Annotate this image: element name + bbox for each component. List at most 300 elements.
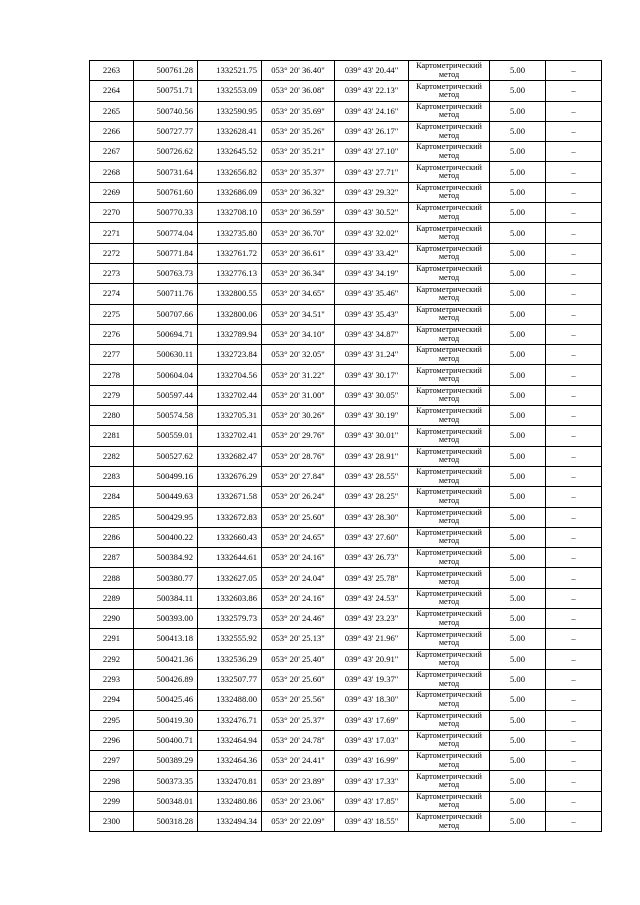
accuracy-cell: 5.00	[490, 690, 546, 710]
table-row	[90, 284, 602, 304]
longitude-cell: 039° 43' 26.73"	[335, 548, 409, 568]
point-number-cell: 2273	[90, 263, 134, 283]
latitude-cell: 053° 20' 25.56"	[262, 690, 335, 710]
coordinate-y-cell: 1332555.92	[198, 629, 262, 649]
longitude-cell: 039° 43' 30.52"	[335, 203, 409, 223]
coordinate-y-cell: 1332800.06	[198, 304, 262, 324]
coordinate-y-cell: 1332488.00	[198, 690, 262, 710]
accuracy-cell: 5.00	[490, 304, 546, 324]
longitude-cell: 039° 43' 19.37"	[335, 669, 409, 689]
point-number-cell: 2298	[90, 771, 134, 791]
point-number-cell: 2281	[90, 426, 134, 446]
accuracy-cell: 5.00	[490, 406, 546, 426]
coordinate-y-cell: 1332579.73	[198, 609, 262, 629]
longitude-cell: 039° 43' 35.46"	[335, 284, 409, 304]
coordinate-x-cell: 500318.28	[134, 811, 198, 831]
note-cell: –	[546, 649, 602, 669]
accuracy-cell: 5.00	[490, 426, 546, 446]
latitude-cell: 053° 20' 31.22"	[262, 365, 335, 385]
coordinate-y-cell: 1332645.52	[198, 142, 262, 162]
longitude-cell: 039° 43' 34.87"	[335, 324, 409, 344]
note-cell: –	[546, 345, 602, 365]
latitude-cell: 053° 20' 27.84"	[262, 466, 335, 486]
point-number-cell: 2299	[90, 791, 134, 811]
coordinate-x-cell: 500761.60	[134, 182, 198, 202]
point-number-cell: 2286	[90, 527, 134, 547]
accuracy-cell: 5.00	[490, 324, 546, 344]
latitude-cell: 053° 20' 25.37"	[262, 710, 335, 730]
note-cell: –	[546, 609, 602, 629]
note-cell: –	[546, 426, 602, 446]
latitude-cell: 053° 20' 24.65"	[262, 527, 335, 547]
coordinate-x-cell: 500559.01	[134, 426, 198, 446]
method-cell: Картометрический метод	[409, 466, 490, 486]
coordinate-x-cell: 500426.89	[134, 669, 198, 689]
note-cell: –	[546, 406, 602, 426]
note-cell: –	[546, 811, 602, 831]
note-cell: –	[546, 568, 602, 588]
longitude-cell: 039° 43' 21.96"	[335, 629, 409, 649]
longitude-cell: 039° 43' 31.24"	[335, 345, 409, 365]
method-cell: Картометрический метод	[409, 568, 490, 588]
point-number-cell: 2291	[90, 629, 134, 649]
table-row	[90, 771, 602, 791]
latitude-cell: 053° 20' 24.78"	[262, 730, 335, 750]
longitude-cell: 039° 43' 26.17"	[335, 121, 409, 141]
method-cell: Картометрический метод	[409, 365, 490, 385]
point-number-cell: 2300	[90, 811, 134, 831]
note-cell: –	[546, 629, 602, 649]
table-row	[90, 568, 602, 588]
accuracy-cell: 5.00	[490, 466, 546, 486]
coordinate-x-cell: 500413.18	[134, 629, 198, 649]
point-number-cell: 2272	[90, 243, 134, 263]
longitude-cell: 039° 43' 17.33"	[335, 771, 409, 791]
latitude-cell: 053° 20' 28.76"	[262, 446, 335, 466]
coordinate-y-cell: 1332590.95	[198, 101, 262, 121]
table-row	[90, 304, 602, 324]
coordinate-x-cell: 500694.71	[134, 324, 198, 344]
note-cell: –	[546, 365, 602, 385]
point-number-cell: 2271	[90, 223, 134, 243]
coordinate-y-cell: 1332702.44	[198, 385, 262, 405]
table-row	[90, 101, 602, 121]
longitude-cell: 039° 43' 30.19"	[335, 406, 409, 426]
latitude-cell: 053° 20' 36.61"	[262, 243, 335, 263]
method-cell: Картометрический метод	[409, 710, 490, 730]
coordinate-y-cell: 1332672.83	[198, 507, 262, 527]
accuracy-cell: 5.00	[490, 121, 546, 141]
coordinate-x-cell: 500774.04	[134, 223, 198, 243]
coordinate-y-cell: 1332553.09	[198, 81, 262, 101]
note-cell: –	[546, 162, 602, 182]
longitude-cell: 039° 43' 17.85"	[335, 791, 409, 811]
longitude-cell: 039° 43' 25.78"	[335, 568, 409, 588]
table-row	[90, 669, 602, 689]
table-row	[90, 791, 602, 811]
longitude-cell: 039° 43' 24.16"	[335, 101, 409, 121]
coordinate-x-cell: 500384.92	[134, 548, 198, 568]
table-row	[90, 446, 602, 466]
latitude-cell: 053° 20' 31.00"	[262, 385, 335, 405]
coordinate-x-cell: 500400.71	[134, 730, 198, 750]
longitude-cell: 039° 43' 16.99"	[335, 751, 409, 771]
point-number-cell: 2263	[90, 61, 134, 81]
latitude-cell: 053° 20' 26.24"	[262, 487, 335, 507]
latitude-cell: 053° 20' 25.60"	[262, 669, 335, 689]
point-number-cell: 2284	[90, 487, 134, 507]
table-row	[90, 81, 602, 101]
coordinate-x-cell: 500630.11	[134, 345, 198, 365]
coordinate-y-cell: 1332494.34	[198, 811, 262, 831]
accuracy-cell: 5.00	[490, 730, 546, 750]
table-row	[90, 730, 602, 750]
note-cell: –	[546, 710, 602, 730]
note-cell: –	[546, 81, 602, 101]
point-number-cell: 2275	[90, 304, 134, 324]
latitude-cell: 053° 20' 25.13"	[262, 629, 335, 649]
note-cell: –	[546, 182, 602, 202]
note-cell: –	[546, 385, 602, 405]
accuracy-cell: 5.00	[490, 629, 546, 649]
latitude-cell: 053° 20' 36.59"	[262, 203, 335, 223]
latitude-cell: 053° 20' 22.09"	[262, 811, 335, 831]
latitude-cell: 053° 20' 35.21"	[262, 142, 335, 162]
latitude-cell: 053° 20' 24.16"	[262, 588, 335, 608]
table-row	[90, 426, 602, 446]
note-cell: –	[546, 142, 602, 162]
accuracy-cell: 5.00	[490, 487, 546, 507]
table-row	[90, 121, 602, 141]
accuracy-cell: 5.00	[490, 527, 546, 547]
latitude-cell: 053° 20' 24.04"	[262, 568, 335, 588]
method-cell: Картометрический метод	[409, 121, 490, 141]
table-body	[90, 61, 602, 832]
coordinate-x-cell: 500771.84	[134, 243, 198, 263]
latitude-cell: 053° 20' 35.69"	[262, 101, 335, 121]
coordinate-y-cell: 1332464.36	[198, 751, 262, 771]
point-number-cell: 2283	[90, 466, 134, 486]
note-cell: –	[546, 243, 602, 263]
table-row	[90, 142, 602, 162]
table-row	[90, 811, 602, 831]
method-cell: Картометрический метод	[409, 385, 490, 405]
method-cell: Картометрический метод	[409, 771, 490, 791]
coordinate-x-cell: 500604.04	[134, 365, 198, 385]
method-cell: Картометрический метод	[409, 751, 490, 771]
coordinate-x-cell: 500425.46	[134, 690, 198, 710]
note-cell: –	[546, 101, 602, 121]
accuracy-cell: 5.00	[490, 649, 546, 669]
method-cell: Картометрический метод	[409, 243, 490, 263]
coordinate-y-cell: 1332708.10	[198, 203, 262, 223]
method-cell: Картометрический метод	[409, 649, 490, 669]
method-cell: Картометрический метод	[409, 507, 490, 527]
longitude-cell: 039° 43' 33.42"	[335, 243, 409, 263]
method-cell: Картометрический метод	[409, 609, 490, 629]
latitude-cell: 053° 20' 34.65"	[262, 284, 335, 304]
longitude-cell: 039° 43' 29.32"	[335, 182, 409, 202]
coordinate-x-cell: 500384.11	[134, 588, 198, 608]
note-cell: –	[546, 324, 602, 344]
coordinate-x-cell: 500429.95	[134, 507, 198, 527]
coordinate-y-cell: 1332686.09	[198, 182, 262, 202]
longitude-cell: 039° 43' 28.55"	[335, 466, 409, 486]
coordinate-x-cell: 500731.64	[134, 162, 198, 182]
point-number-cell: 2277	[90, 345, 134, 365]
note-cell: –	[546, 466, 602, 486]
accuracy-cell: 5.00	[490, 811, 546, 831]
latitude-cell: 053° 20' 30.26"	[262, 406, 335, 426]
accuracy-cell: 5.00	[490, 771, 546, 791]
accuracy-cell: 5.00	[490, 791, 546, 811]
coordinate-x-cell: 500763.73	[134, 263, 198, 283]
method-cell: Картометрический метод	[409, 588, 490, 608]
method-cell: Картометрический метод	[409, 629, 490, 649]
latitude-cell: 053° 20' 34.10"	[262, 324, 335, 344]
longitude-cell: 039° 43' 23.23"	[335, 609, 409, 629]
coordinate-x-cell: 500499.16	[134, 466, 198, 486]
method-cell: Картометрический метод	[409, 162, 490, 182]
latitude-cell: 053° 20' 23.89"	[262, 771, 335, 791]
table-row	[90, 345, 602, 365]
point-number-cell: 2267	[90, 142, 134, 162]
table-row	[90, 690, 602, 710]
longitude-cell: 039° 43' 20.44"	[335, 61, 409, 81]
accuracy-cell: 5.00	[490, 243, 546, 263]
latitude-cell: 053° 20' 34.51"	[262, 304, 335, 324]
longitude-cell: 039° 43' 27.10"	[335, 142, 409, 162]
latitude-cell: 053° 20' 23.06"	[262, 791, 335, 811]
latitude-cell: 053° 20' 29.76"	[262, 426, 335, 446]
longitude-cell: 039° 43' 30.17"	[335, 365, 409, 385]
note-cell: –	[546, 304, 602, 324]
coordinate-x-cell: 500421.36	[134, 649, 198, 669]
point-number-cell: 2297	[90, 751, 134, 771]
longitude-cell: 039° 43' 20.91"	[335, 649, 409, 669]
point-number-cell: 2265	[90, 101, 134, 121]
method-cell: Картометрический метод	[409, 527, 490, 547]
point-number-cell: 2276	[90, 324, 134, 344]
accuracy-cell: 5.00	[490, 568, 546, 588]
table-row	[90, 365, 602, 385]
note-cell: –	[546, 669, 602, 689]
coordinate-y-cell: 1332480.86	[198, 791, 262, 811]
table-row	[90, 223, 602, 243]
method-cell: Картометрический метод	[409, 548, 490, 568]
table-row	[90, 203, 602, 223]
coordinate-y-cell: 1332656.82	[198, 162, 262, 182]
point-number-cell: 2282	[90, 446, 134, 466]
longitude-cell: 039° 43' 34.19"	[335, 263, 409, 283]
coordinate-x-cell: 500400.22	[134, 527, 198, 547]
note-cell: –	[546, 284, 602, 304]
note-cell: –	[546, 203, 602, 223]
method-cell: Картометрический метод	[409, 81, 490, 101]
table-row	[90, 609, 602, 629]
accuracy-cell: 5.00	[490, 365, 546, 385]
accuracy-cell: 5.00	[490, 61, 546, 81]
method-cell: Картометрический метод	[409, 263, 490, 283]
coordinate-y-cell: 1332660.43	[198, 527, 262, 547]
longitude-cell: 039° 43' 27.71"	[335, 162, 409, 182]
coordinate-y-cell: 1332521.75	[198, 61, 262, 81]
longitude-cell: 039° 43' 30.01"	[335, 426, 409, 446]
note-cell: –	[546, 507, 602, 527]
accuracy-cell: 5.00	[490, 142, 546, 162]
method-cell: Картометрический метод	[409, 182, 490, 202]
coordinate-x-cell: 500574.58	[134, 406, 198, 426]
coordinate-y-cell: 1332789.94	[198, 324, 262, 344]
coordinate-y-cell: 1332627.05	[198, 568, 262, 588]
method-cell: Картометрический метод	[409, 446, 490, 466]
coordinate-y-cell: 1332705.31	[198, 406, 262, 426]
coordinate-y-cell: 1332470.81	[198, 771, 262, 791]
latitude-cell: 053° 20' 24.16"	[262, 548, 335, 568]
method-cell: Картометрический метод	[409, 811, 490, 831]
accuracy-cell: 5.00	[490, 548, 546, 568]
coordinate-x-cell: 500449.63	[134, 487, 198, 507]
table-row	[90, 751, 602, 771]
point-number-cell: 2287	[90, 548, 134, 568]
method-cell: Картометрический метод	[409, 791, 490, 811]
coordinate-y-cell: 1332676.29	[198, 466, 262, 486]
point-number-cell: 2292	[90, 649, 134, 669]
method-cell: Картометрический метод	[409, 223, 490, 243]
coordinate-x-cell: 500727.77	[134, 121, 198, 141]
longitude-cell: 039° 43' 17.69"	[335, 710, 409, 730]
coordinate-y-cell: 1332704.56	[198, 365, 262, 385]
table-row	[90, 385, 602, 405]
point-number-cell: 2274	[90, 284, 134, 304]
coordinate-x-cell: 500740.56	[134, 101, 198, 121]
note-cell: –	[546, 548, 602, 568]
method-cell: Картометрический метод	[409, 426, 490, 446]
coordinate-x-cell: 500751.71	[134, 81, 198, 101]
note-cell: –	[546, 263, 602, 283]
coordinate-y-cell: 1332776.13	[198, 263, 262, 283]
table-row	[90, 629, 602, 649]
latitude-cell: 053° 20' 36.70"	[262, 223, 335, 243]
accuracy-cell: 5.00	[490, 446, 546, 466]
latitude-cell: 053° 20' 36.32"	[262, 182, 335, 202]
coordinate-y-cell: 1332507.77	[198, 669, 262, 689]
table-row	[90, 527, 602, 547]
latitude-cell: 053° 20' 25.60"	[262, 507, 335, 527]
coordinate-y-cell: 1332476.71	[198, 710, 262, 730]
point-number-cell: 2295	[90, 710, 134, 730]
table-row	[90, 548, 602, 568]
coordinate-y-cell: 1332761.72	[198, 243, 262, 263]
point-number-cell: 2264	[90, 81, 134, 101]
coordinate-x-cell: 500527.62	[134, 446, 198, 466]
method-cell: Картометрический метод	[409, 730, 490, 750]
point-number-cell: 2289	[90, 588, 134, 608]
longitude-cell: 039° 43' 18.30"	[335, 690, 409, 710]
note-cell: –	[546, 791, 602, 811]
method-cell: Картометрический метод	[409, 101, 490, 121]
table-row	[90, 487, 602, 507]
longitude-cell: 039° 43' 18.55"	[335, 811, 409, 831]
longitude-cell: 039° 43' 22.13"	[335, 81, 409, 101]
coordinate-y-cell: 1332735.80	[198, 223, 262, 243]
note-cell: –	[546, 487, 602, 507]
longitude-cell: 039° 43' 32.02"	[335, 223, 409, 243]
longitude-cell: 039° 43' 28.25"	[335, 487, 409, 507]
point-number-cell: 2293	[90, 669, 134, 689]
note-cell: –	[546, 61, 602, 81]
coordinate-y-cell: 1332702.41	[198, 426, 262, 446]
longitude-cell: 039° 43' 17.03"	[335, 730, 409, 750]
accuracy-cell: 5.00	[490, 609, 546, 629]
accuracy-cell: 5.00	[490, 669, 546, 689]
table-row	[90, 162, 602, 182]
latitude-cell: 053° 20' 24.41"	[262, 751, 335, 771]
method-cell: Картометрический метод	[409, 324, 490, 344]
latitude-cell: 053° 20' 35.26"	[262, 121, 335, 141]
note-cell: –	[546, 730, 602, 750]
note-cell: –	[546, 121, 602, 141]
note-cell: –	[546, 446, 602, 466]
table-row	[90, 649, 602, 669]
point-number-cell: 2294	[90, 690, 134, 710]
latitude-cell: 053° 20' 36.40"	[262, 61, 335, 81]
longitude-cell: 039° 43' 28.30"	[335, 507, 409, 527]
note-cell: –	[546, 771, 602, 791]
longitude-cell: 039° 43' 28.91"	[335, 446, 409, 466]
accuracy-cell: 5.00	[490, 751, 546, 771]
point-number-cell: 2290	[90, 609, 134, 629]
coordinate-x-cell: 500348.01	[134, 791, 198, 811]
latitude-cell: 053° 20' 36.34"	[262, 263, 335, 283]
coordinate-x-cell: 500770.33	[134, 203, 198, 223]
coordinate-y-cell: 1332800.55	[198, 284, 262, 304]
point-number-cell: 2288	[90, 568, 134, 588]
method-cell: Картометрический метод	[409, 690, 490, 710]
coordinate-x-cell: 500393.00	[134, 609, 198, 629]
note-cell: –	[546, 588, 602, 608]
accuracy-cell: 5.00	[490, 263, 546, 283]
point-number-cell: 2269	[90, 182, 134, 202]
longitude-cell: 039° 43' 27.60"	[335, 527, 409, 547]
table-row	[90, 406, 602, 426]
point-number-cell: 2280	[90, 406, 134, 426]
coordinate-y-cell: 1332464.94	[198, 730, 262, 750]
accuracy-cell: 5.00	[490, 345, 546, 365]
accuracy-cell: 5.00	[490, 284, 546, 304]
accuracy-cell: 5.00	[490, 81, 546, 101]
method-cell: Картометрический метод	[409, 345, 490, 365]
coordinate-x-cell: 500711.76	[134, 284, 198, 304]
method-cell: Картометрический метод	[409, 406, 490, 426]
note-cell: –	[546, 527, 602, 547]
table-row	[90, 263, 602, 283]
method-cell: Картометрический метод	[409, 487, 490, 507]
accuracy-cell: 5.00	[490, 182, 546, 202]
method-cell: Картометрический метод	[409, 142, 490, 162]
latitude-cell: 053° 20' 32.05"	[262, 345, 335, 365]
latitude-cell: 053° 20' 35.37"	[262, 162, 335, 182]
coordinate-y-cell: 1332603.86	[198, 588, 262, 608]
coordinate-x-cell: 500380.77	[134, 568, 198, 588]
table-row	[90, 243, 602, 263]
coordinate-x-cell: 500419.30	[134, 710, 198, 730]
accuracy-cell: 5.00	[490, 507, 546, 527]
coordinate-x-cell: 500389.29	[134, 751, 198, 771]
accuracy-cell: 5.00	[490, 101, 546, 121]
longitude-cell: 039° 43' 30.05"	[335, 385, 409, 405]
point-number-cell: 2278	[90, 365, 134, 385]
